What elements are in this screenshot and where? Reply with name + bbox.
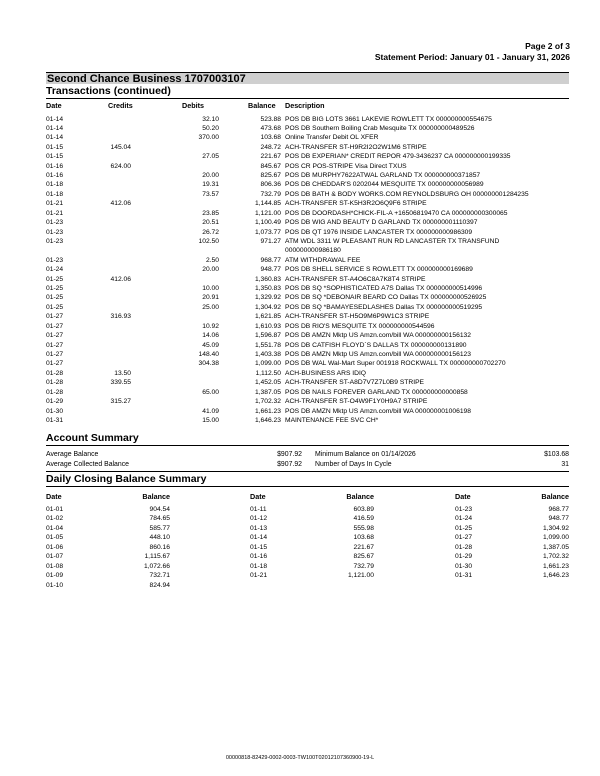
tx-balance: 523.88 — [260, 115, 281, 123]
dc-date: 01-04 — [46, 524, 64, 532]
dc-balance: 103.68 — [353, 534, 374, 542]
min-balance-value: $103.68 — [544, 451, 569, 458]
tx-description: POS DB RIO'S MESQUITE TX 000000000544596 — [285, 322, 435, 330]
tx-date: 01-23 — [46, 219, 64, 227]
avg-balance-label: Average Balance — [46, 451, 99, 458]
tx-balance: 948.77 — [260, 266, 281, 274]
tx-description: POS CR POS-STRIPE Visa Direct TXUS — [285, 162, 407, 170]
tx-debit: 32.10 — [202, 115, 219, 123]
tx-balance: 825.67 — [260, 172, 281, 180]
tx-balance: 1,329.92 — [254, 294, 281, 302]
dc-date: 01-15 — [250, 543, 268, 551]
table-row — [0, 256, 600, 265]
dc-date: 01-28 — [455, 543, 473, 551]
table-row — [0, 275, 600, 284]
col-debits: Debits — [182, 101, 204, 110]
tx-credit: 339.55 — [110, 379, 131, 387]
table-row — [0, 369, 600, 378]
tx-balance: 971.27 — [260, 237, 281, 245]
tx-date: 01-14 — [46, 124, 64, 132]
table-row — [0, 246, 600, 255]
tx-balance: 473.68 — [260, 124, 281, 132]
dc-date: 01-05 — [46, 534, 64, 542]
tx-date: 01-30 — [46, 407, 64, 415]
dc-date: 01-23 — [455, 506, 473, 513]
dc-date: 01-13 — [250, 524, 268, 532]
dc-date: 01-18 — [250, 562, 268, 570]
table-row — [0, 115, 600, 124]
dc-date: 01-09 — [46, 572, 64, 580]
dc-date: 01-11 — [250, 506, 267, 513]
tx-description: POS DB WAL Wal-Mart Super 001918 ROCKWALL TX 000000000702270 — [285, 360, 506, 368]
tx-description: MAINTENANCE FEE SVC CH* — [285, 416, 379, 424]
tx-date: 01-21 — [46, 200, 64, 208]
days-in-cycle-label: Number of Days In Cycle — [315, 461, 392, 468]
dc-balance: 1,702.32 — [542, 553, 569, 561]
tx-date: 01-28 — [46, 379, 64, 387]
tx-date: 01-14 — [46, 115, 64, 123]
tx-date: 01-15 — [46, 143, 64, 151]
tx-description: POS DB Southern Boiling Crab Mesquite TX 000000000489526 — [285, 124, 475, 132]
table-row — [0, 388, 600, 397]
tx-balance: 1,646.23 — [254, 416, 281, 424]
tx-debit: 304.38 — [198, 360, 219, 368]
dc-col-date: Date — [455, 492, 471, 501]
table-row — [0, 303, 600, 312]
dc-balance: 221.67 — [353, 543, 374, 551]
tx-date: 01-28 — [46, 388, 64, 396]
dc-balance: 784.65 — [149, 515, 170, 523]
dc-date: 01-29 — [455, 553, 473, 561]
dc-balance: 448.10 — [149, 534, 170, 542]
tx-balance: 1,360.83 — [254, 275, 281, 283]
dc-balance: 732.79 — [353, 562, 374, 570]
table-row — [0, 378, 600, 387]
dc-col-date: Date — [250, 492, 266, 501]
tx-description: POS DB SHELL SERVICE S ROWLETT TX 000000000169689 — [285, 266, 473, 274]
tx-balance: 806.36 — [260, 181, 281, 189]
dc-col-balance: Balance — [346, 492, 374, 501]
dc-date: 01-08 — [46, 562, 64, 570]
table-row — [0, 180, 600, 189]
table-row — [0, 322, 600, 331]
dc-balance: 1,115.67 — [144, 553, 170, 561]
tx-debit: 73.57 — [202, 190, 219, 198]
tx-description: POS DB EXPERIAN* CREDIT REPOR 479-3436237 CA 000000000199335 — [285, 153, 511, 161]
tx-balance: 845.67 — [260, 162, 281, 170]
dc-date: 01-02 — [46, 515, 64, 523]
tx-date: 01-18 — [46, 181, 64, 189]
tx-balance: 1,452.05 — [254, 379, 281, 387]
tx-debit: 370.00 — [198, 134, 219, 142]
tx-balance: 968.77 — [260, 256, 281, 264]
tx-date: 01-24 — [46, 266, 64, 274]
tx-description: POS DB SQ *SOPHISTICATED A7S Dallas TX 000000000514996 — [285, 285, 483, 293]
avg-collected-label: Average Collected Balance — [46, 461, 129, 468]
dc-balance: 732.71 — [149, 572, 170, 580]
tx-date: 01-14 — [46, 134, 64, 142]
tx-date: 01-27 — [46, 322, 64, 330]
tx-description: ACH-BUSINESS ARS IDIQ — [285, 369, 367, 377]
tx-date: 01-27 — [46, 313, 64, 321]
table-row — [0, 350, 600, 359]
tx-date: 01-25 — [46, 275, 64, 283]
tx-description: Online Transfer Debit OL XFER — [285, 134, 379, 142]
tx-date: 01-16 — [46, 162, 64, 170]
tx-credit: 145.04 — [110, 143, 131, 151]
avg-collected-value: $907.92 — [277, 461, 302, 468]
tx-description: ACH-TRANSFER ST-K5H3R2O6Q9F6 STRIPE — [285, 200, 427, 208]
tx-debit: 20.51 — [202, 219, 219, 227]
dc-date: 01-14 — [250, 534, 268, 542]
tx-date: 01-27 — [46, 332, 64, 340]
dc-col-balance: Balance — [541, 492, 569, 501]
tx-credit: 412.06 — [110, 200, 131, 208]
tx-credit: 316.93 — [110, 313, 131, 321]
tx-description: POS DB MURPHY7622ATWAL GARLAND TX 000000000371857 — [285, 172, 481, 180]
table-row — [0, 397, 600, 406]
table-row — [0, 416, 600, 425]
tx-debit: 19.31 — [202, 181, 219, 189]
table-row — [0, 237, 600, 246]
table-row — [0, 293, 600, 302]
tx-balance: 103.68 — [260, 134, 281, 142]
min-balance-label: Minimum Balance on 01/14/2026 — [315, 451, 416, 458]
tx-date: 01-27 — [46, 351, 64, 358]
tx-credit: 315.27 — [110, 398, 131, 406]
table-row — [0, 359, 600, 368]
table-row — [0, 209, 600, 218]
table-row — [0, 312, 600, 321]
dc-date: 01-21 — [250, 572, 268, 580]
table-row — [0, 133, 600, 142]
tx-date: 01-27 — [46, 341, 64, 349]
tx-balance: 1,144.85 — [254, 200, 281, 208]
dc-date: 01-10 — [46, 581, 64, 589]
tx-date: 01-25 — [46, 294, 64, 302]
col-balance: Balance — [248, 101, 276, 110]
col-credits: Credits — [108, 101, 133, 110]
tx-description: POS DB BATH & BODY WORKS.COM REYNOLDSBURG OH 000000001284235 — [285, 190, 529, 198]
table-row — [0, 190, 600, 199]
dc-date: 01-16 — [250, 553, 268, 561]
tx-description: POS DB AMZN Mktp US Amzn.com/bill WA 000000000156123 — [285, 351, 471, 358]
dc-date: 01-31 — [455, 572, 473, 580]
table-row — [0, 143, 600, 152]
table-row — [0, 124, 600, 133]
tx-description: ATM WDL 3311 W PLEASANT RUN RD LANCASTER TX TRANSFUND — [285, 237, 500, 245]
dc-date: 01-12 — [250, 515, 268, 523]
tx-debit: 26.72 — [202, 228, 219, 236]
table-row — [0, 218, 600, 227]
tx-description: ATM WITHDRAWAL FEE — [285, 256, 361, 264]
tx-date: 01-27 — [46, 360, 64, 368]
dc-balance: 948.77 — [548, 515, 569, 523]
tx-debit: 10.92 — [202, 322, 219, 330]
tx-balance: 1,304.92 — [254, 303, 281, 311]
dc-date: 01-27 — [455, 534, 473, 542]
tx-description: POS DB SQ *DEBONAIR BEARD CO Dallas TX 000000000526925 — [285, 294, 487, 302]
tx-debit: 2.50 — [205, 256, 219, 264]
dc-balance: 555.98 — [353, 524, 374, 532]
tx-balance: 1,702.32 — [254, 398, 281, 406]
table-row — [0, 228, 600, 237]
dc-balance: 824.94 — [149, 581, 170, 589]
dc-date: 01-30 — [455, 562, 473, 570]
tx-description: POS DB DOORDASH*CHICK-FIL-A +16506819470 CA 000000000300065 — [285, 209, 508, 217]
tx-balance: 1,121.00 — [254, 209, 281, 217]
dc-balance: 1,072.66 — [143, 562, 170, 570]
tx-debit: 14.06 — [202, 332, 219, 340]
dc-balance: 904.54 — [149, 506, 170, 513]
table-row — [0, 331, 600, 340]
tx-balance: 1,661.23 — [254, 407, 281, 415]
transactions-title: Transactions (continued) — [46, 85, 569, 99]
tx-date: 01-23 — [46, 237, 64, 245]
tx-debit: 25.00 — [202, 303, 219, 311]
account-title: Second Chance Business 1707003107 — [46, 72, 569, 84]
tx-balance: 1,350.83 — [254, 285, 281, 293]
tx-balance: 1,610.93 — [254, 322, 281, 330]
footer-code: 00000818-82429-0002-0003-TW100T02012107360900-19-L — [225, 755, 375, 761]
tx-description: 000000000986180 — [285, 247, 341, 255]
avg-balance-value: $907.92 — [277, 451, 302, 458]
dc-balance: 1,661.23 — [542, 562, 569, 570]
table-row — [0, 341, 600, 350]
tx-date: 01-29 — [46, 398, 64, 406]
tx-credit: 13.50 — [114, 369, 131, 377]
dc-balance: 603.89 — [353, 506, 374, 513]
tx-balance: 1,099.00 — [254, 360, 281, 368]
tx-description: ACH-TRANSFER ST-H5O9M6P9W1C3 STRIPE — [285, 313, 430, 321]
dc-date: 01-25 — [455, 524, 473, 532]
tx-debit: 102.50 — [198, 237, 219, 245]
tx-description: POS DB SQ *BAMAYESEDLASHES Dallas TX 000000000519295 — [285, 303, 483, 311]
tx-date: 01-23 — [46, 228, 64, 236]
tx-date: 01-25 — [46, 285, 64, 293]
tx-description: POS DB QT 1976 INSIDE LANCASTER TX 000000000986309 — [285, 228, 473, 236]
table-row — [0, 199, 600, 208]
tx-description: ACH-TRANSFER ST-H9R2I2O2W1M6 STRIPE — [285, 143, 427, 151]
col-description: Description — [285, 101, 325, 110]
tx-date: 01-28 — [46, 369, 64, 377]
tx-debit: 45.09 — [202, 341, 219, 349]
dc-balance: 1,646.23 — [542, 572, 569, 580]
tx-debit: 10.00 — [202, 285, 219, 293]
tx-description: POS DB BIG LOTS 3661 LAKEVIE ROWLETT TX 000000000554675 — [285, 115, 492, 123]
tx-balance: 1,551.78 — [254, 341, 281, 349]
daily-closing-title: Daily Closing Balance Summary — [46, 471, 569, 486]
tx-balance: 248.72 — [260, 143, 281, 151]
tx-description: POS DB AMZN Mktp US Amzn.com/bill WA 000000000156132 — [285, 332, 471, 340]
tx-date: 01-23 — [46, 256, 64, 264]
tx-debit: 20.00 — [202, 266, 219, 274]
tx-description: POS DB CHEDDAR'S 0202044 MESQUITE TX 000000000056989 — [285, 181, 484, 189]
tx-debit: 27.05 — [202, 153, 219, 161]
tx-credit: 412.06 — [110, 275, 131, 283]
tx-debit: 41.09 — [202, 407, 219, 415]
dc-balance: 860.16 — [149, 543, 170, 551]
table-row — [0, 265, 600, 274]
tx-date: 01-25 — [46, 303, 64, 311]
days-in-cycle-value: 31 — [561, 461, 569, 468]
dc-balance: 825.67 — [353, 553, 374, 561]
tx-date: 01-21 — [46, 209, 64, 217]
tx-balance: 1,112.50 — [255, 369, 281, 377]
table-row — [0, 162, 600, 171]
tx-debit: 50.20 — [202, 124, 219, 132]
tx-debit: 20.00 — [202, 172, 219, 180]
tx-debit: 15.00 — [202, 416, 219, 424]
dc-balance: 1,304.92 — [542, 524, 569, 532]
tx-description: POS DB CATFISH FLOYD`S DALLAS TX 000000000131890 — [285, 341, 467, 349]
tx-debit: 148.40 — [198, 351, 219, 358]
dc-date: 01-01 — [46, 506, 64, 513]
tx-description: POS DB NAILS FOREVER GARLAND TX 000000000000858 — [285, 388, 468, 396]
table-row — [0, 152, 600, 161]
tx-balance: 1,596.87 — [254, 332, 281, 340]
tx-debit: 65.00 — [202, 388, 219, 396]
page-number: Page 2 of 3 — [525, 41, 570, 51]
dc-date: 01-06 — [46, 543, 64, 551]
dc-balance: 416.59 — [353, 515, 374, 523]
dc-col-date: Date — [46, 492, 62, 501]
tx-credit: 624.00 — [110, 162, 131, 170]
dc-balance: 1,099.00 — [542, 534, 569, 542]
tx-date: 01-31 — [46, 416, 64, 424]
dc-date: 01-07 — [46, 553, 64, 561]
tx-balance: 1,100.49 — [254, 219, 281, 227]
tx-balance: 221.67 — [260, 153, 281, 161]
table-row — [0, 171, 600, 180]
dc-balance: 1,387.05 — [542, 543, 569, 551]
dc-balance: 585.77 — [149, 524, 170, 532]
dc-col-balance: Balance — [142, 492, 170, 501]
tx-balance: 732.79 — [260, 190, 281, 198]
tx-date: 01-18 — [46, 190, 64, 198]
statement-period: Statement Period: January 01 - January 31, 2026 — [374, 52, 570, 62]
tx-debit: 23.85 — [202, 209, 219, 217]
tx-balance: 1,621.85 — [254, 313, 281, 321]
dc-balance: 1,121.00 — [347, 572, 374, 580]
dc-balance: 968.77 — [548, 506, 569, 513]
tx-description: ACH-TRANSFER ST-A4O6C8A7K8T4 STRIPE — [285, 275, 426, 283]
tx-balance: 1,387.05 — [254, 388, 281, 396]
tx-balance: 1,403.38 — [254, 351, 281, 358]
tx-date: 01-16 — [46, 172, 64, 180]
tx-balance: 1,073.77 — [254, 228, 281, 236]
tx-description: POS DB AMZN Mktp US Amzn.com/bill WA 000000001006198 — [285, 407, 471, 415]
tx-debit: 20.91 — [202, 294, 219, 302]
table-row — [0, 284, 600, 293]
tx-description: POS DB WIG AND BEAUTY D GARLAND TX 000000001110397 — [285, 219, 478, 227]
table-row — [0, 407, 600, 416]
tx-description: ACH-TRANSFER ST-O4W9F1Y0H9A7 STRIPE — [285, 398, 428, 406]
divider — [46, 486, 569, 487]
account-summary-title: Account Summary — [46, 432, 569, 446]
col-date: Date — [46, 101, 62, 110]
tx-description: ACH-TRANSFER ST-A8D7V7Z7L0B9 STRIPE — [285, 379, 424, 387]
dc-date: 01-24 — [455, 515, 473, 523]
tx-date: 01-15 — [46, 153, 64, 161]
